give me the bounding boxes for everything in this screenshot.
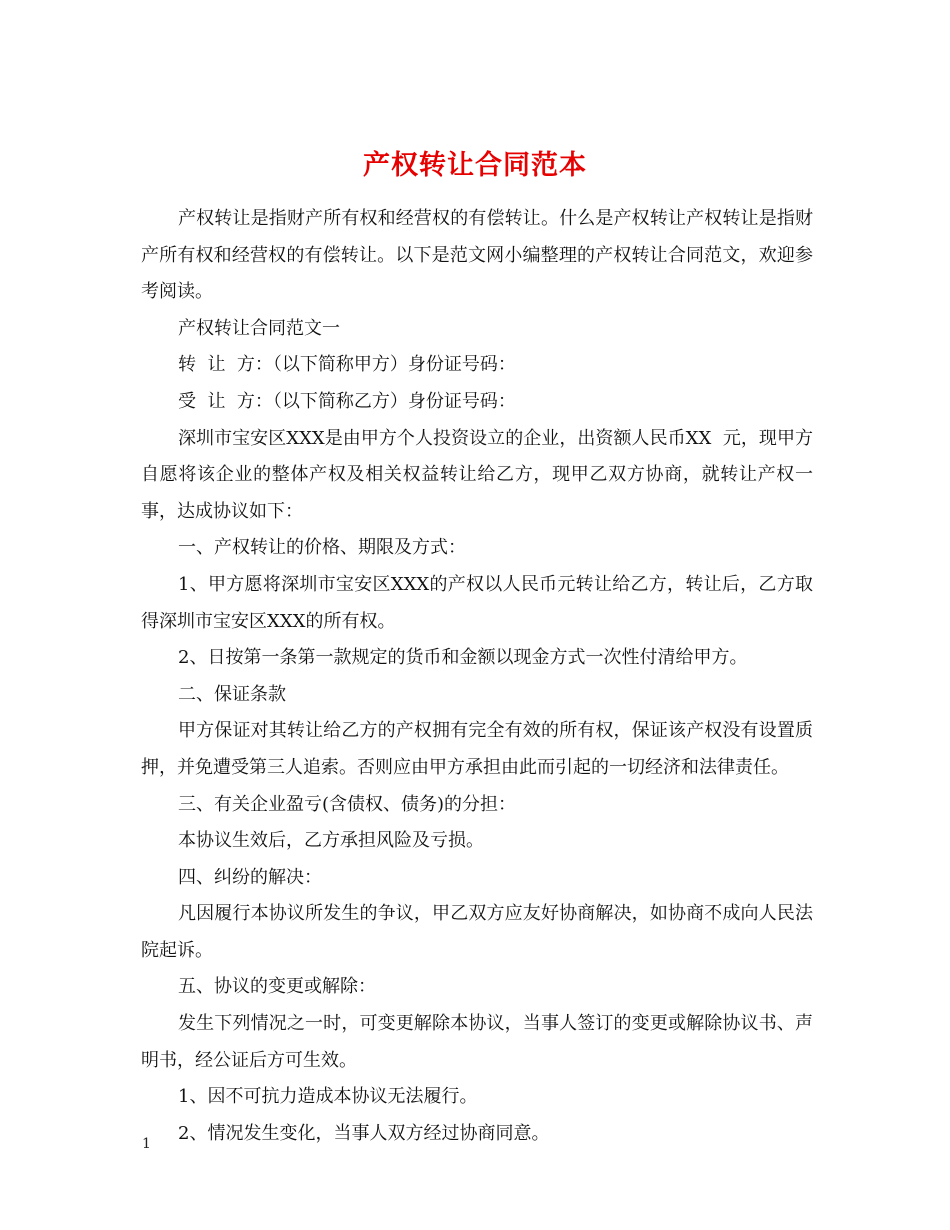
paragraph-transferee: 受 让 方：（以下简称乙方）身份证号码： [178,390,516,412]
clause-change-2: 2、情况发生变化，当事人双方经过协商同意。 [178,1122,550,1144]
clause-profit-loss: 本协议生效后，乙方承担风险及亏损。 [178,830,484,852]
clause-change: 发生下列情况之一时，可变更解除本协议，当事人签订的变更或解除协议书、声明书，经公证后方可生效。 [141,1013,813,1071]
clause-dispute: 凡因履行本协议所发生的争议，甲乙双方应友好协商解决，如协商不成向人民法院起诉。 [141,903,813,961]
section-heading-dispute: 四、纠纷的解决： [178,866,322,888]
clause-guarantee: 甲方保证对其转让给乙方的产权拥有完全有效的所有权，保证该产权没有设置质押，并免遭受第三人追索。否则应由甲方承担由此而引起的一切经济和法律责任。 [141,720,813,778]
clause-price-1: 1、甲方愿将深圳市宝安区XXX的产权以人民币元转让给乙方，转让后，乙方取得深圳市宝安区XXX的所有权。 [141,573,813,632]
clause-price-2: 2、日按第一条第一款规定的货币和金额以现金方式一次性付清给甲方。 [178,647,748,669]
page-number: 1 [142,1136,151,1152]
paragraph-intro: 产权转让是指财产所有权和经营权的有偿转让。什么是产权转让产权转让是指财产所有权和经营权的有偿转让。以下是范文网小编整理的产权转让合同范文，欢迎参考阅读。 [141,208,813,303]
section-heading-profit-loss: 三、有关企业盈亏(含债权、债务)的分担： [178,793,517,815]
section-heading-price: 一、产权转让的价格、期限及方式： [178,537,466,559]
clause-change-1: 1、因不可抗力造成本协议无法履行。 [178,1086,478,1108]
paragraph-preamble: 深圳市宝安区XXX是由甲方个人投资设立的企业，出资额人民币XX 元，现甲方自愿将该企业的整体产权及相关权益转让给乙方，现甲乙双方协商，就转让产权一事，达成协议如下： [141,427,813,522]
section-heading-change: 五、协议的变更或解除： [178,976,376,998]
document-title: 产权转让合同范本 [363,150,587,182]
document-body [141,201,813,1152]
section-heading-guarantee: 二、保证条款 [178,683,286,705]
paragraph-transferor: 转 让 方：（以下简称甲方）身份证号码： [178,354,516,376]
paragraph-sample-heading: 产权转让合同范文一 [178,317,340,339]
